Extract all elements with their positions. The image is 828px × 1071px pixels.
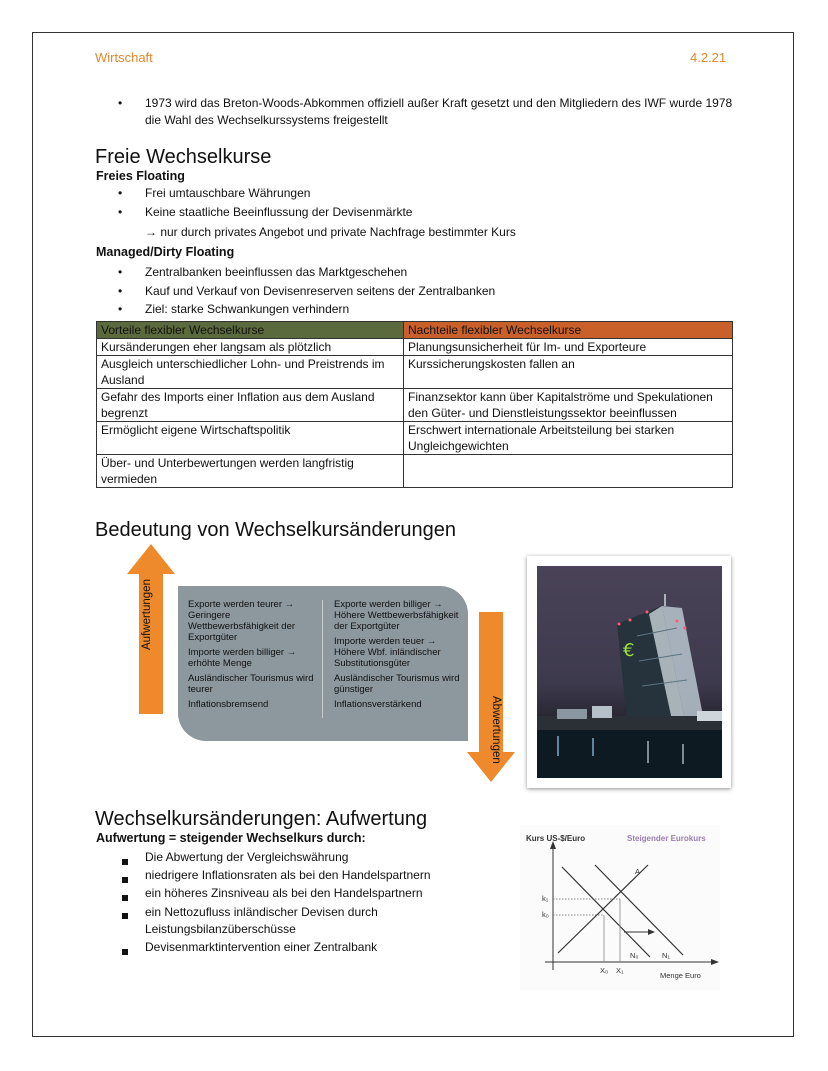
- table-cell: Ausgleich unterschiedlicher Lohn- und Preistrends im Ausland: [97, 356, 404, 389]
- table-cell: [404, 455, 733, 488]
- effect-item: Inflationsbremsend: [188, 699, 269, 710]
- building-illustration-icon: [537, 566, 722, 778]
- effect-item: Importe werden billiger → erhöhte Menge: [188, 647, 297, 669]
- appreciation-subtitle: Aufwertung = steigender Wechselkurs durch:: [96, 831, 366, 845]
- table-cell: Über- und Unterbewertungen werden langfristig vermieden: [97, 455, 404, 488]
- supply-label: A: [635, 867, 641, 876]
- effect-item: Ausländischer Tourismus wird teurer: [188, 673, 314, 695]
- table-header-row: [97, 322, 733, 339]
- bullet-icon: •: [118, 205, 123, 219]
- bullet-icon: •: [118, 96, 123, 110]
- demand-label-n1: N₁: [662, 951, 670, 960]
- square-bullet-icon: [122, 944, 128, 958]
- euro-tower-photo: [537, 566, 722, 778]
- appreciation-effects: [188, 599, 318, 714]
- heading-managed-floating: Managed/Dirty Floating: [96, 245, 235, 259]
- table-row: [97, 422, 733, 455]
- intro-bullet: [118, 95, 738, 129]
- intro-text: 1973 wird das Breton-Woods-Abkommen offiziell außer Kraft gesetzt und den Mitgliedern des IWF wurde 1978 die Wahl des Wechselkurssystems freigestellt: [145, 96, 733, 127]
- demand-label-n0: N₀: [630, 951, 639, 960]
- effect-item: Inflationsverstärkend: [334, 699, 422, 710]
- effect-item: Ausländischer Tourismus wird günstiger: [334, 673, 460, 695]
- effects-divider: [322, 600, 323, 718]
- header-subject: Wirtschaft: [95, 50, 153, 65]
- bullet-icon: •: [118, 302, 123, 316]
- effect-item: Exporte werden teurer → Geringere Wettbewerbsfähigkeit der Exportgüter: [188, 599, 296, 643]
- table-cell: Kurssicherungskosten fallen an: [404, 356, 733, 389]
- section-title-free-rates: Freie Wechselkurse: [95, 146, 272, 168]
- section-title-appreciation: Wechselkursänderungen: Aufwertung: [95, 808, 428, 830]
- table-cell: Erschwert internationale Arbeitsteilung bei starken Ungleichgewichten: [404, 422, 733, 455]
- table-cell: Gefahr des Imports einer Inflation aus dem Ausland begrenzt: [97, 389, 404, 422]
- heading-free-floating: Freies Floating: [96, 169, 185, 183]
- effect-item: Exporte werden billiger → Höhere Wettbewerbsfähigkeit der Exportgüter: [334, 599, 459, 632]
- square-bullet-icon: [122, 908, 128, 922]
- quantity-label-x0: X₀: [600, 966, 609, 975]
- section-title-significance: Bedeutung von Wechselkursänderungen: [95, 519, 456, 541]
- arrow-down-label: Abwertungen: [490, 696, 502, 764]
- comparison-table: [96, 321, 733, 488]
- table-row: [97, 455, 733, 488]
- quantity-label-x1: X₁: [616, 966, 624, 975]
- table-row: [97, 356, 733, 389]
- square-bullet-icon: [122, 890, 128, 904]
- header-disadvantages: Nachteile flexibler Wechselkurse: [404, 322, 733, 339]
- price-label-k1: k₁: [542, 894, 549, 903]
- bullet-icon: •: [118, 284, 123, 298]
- exchange-rate-graph: [520, 825, 720, 990]
- svg-text:€: €: [623, 640, 635, 661]
- graph-y-axis-label: Kurs US-$/Euro: [526, 834, 586, 843]
- table-cell: Planungsunsicherheit für Im- und Exporteure: [404, 339, 733, 356]
- square-bullet-icon: [122, 872, 128, 886]
- header-date: 4.2.21: [690, 50, 727, 65]
- graph-title: Steigender Eurokurs: [627, 834, 706, 843]
- depreciation-effects: [334, 599, 464, 714]
- bullet-icon: •: [118, 265, 123, 279]
- price-label-k0: k₀: [542, 910, 549, 919]
- table-row: [97, 389, 733, 422]
- table-cell: Kursänderungen eher langsam als plötzlich: [97, 339, 404, 356]
- effect-item: Importe werden teuer → Höhere Wbf. inländischer Substitutionsgüter: [334, 636, 441, 669]
- header-advantages: Vorteile flexibler Wechselkurse: [97, 322, 404, 339]
- arrow-up-label: Aufwertungen: [141, 579, 153, 651]
- table-row: [97, 339, 733, 356]
- table-cell: Finanzsektor kann über Kapitalströme und Spekulationen den Güter- und Dienstleistungssektor beeinflussen: [404, 389, 733, 422]
- bullet-icon: •: [118, 186, 123, 200]
- graph-x-axis-label: Menge Euro: [660, 971, 701, 980]
- table-cell: Ermöglicht eigene Wirtschaftspolitik: [97, 422, 404, 455]
- square-bullet-icon: [122, 854, 128, 868]
